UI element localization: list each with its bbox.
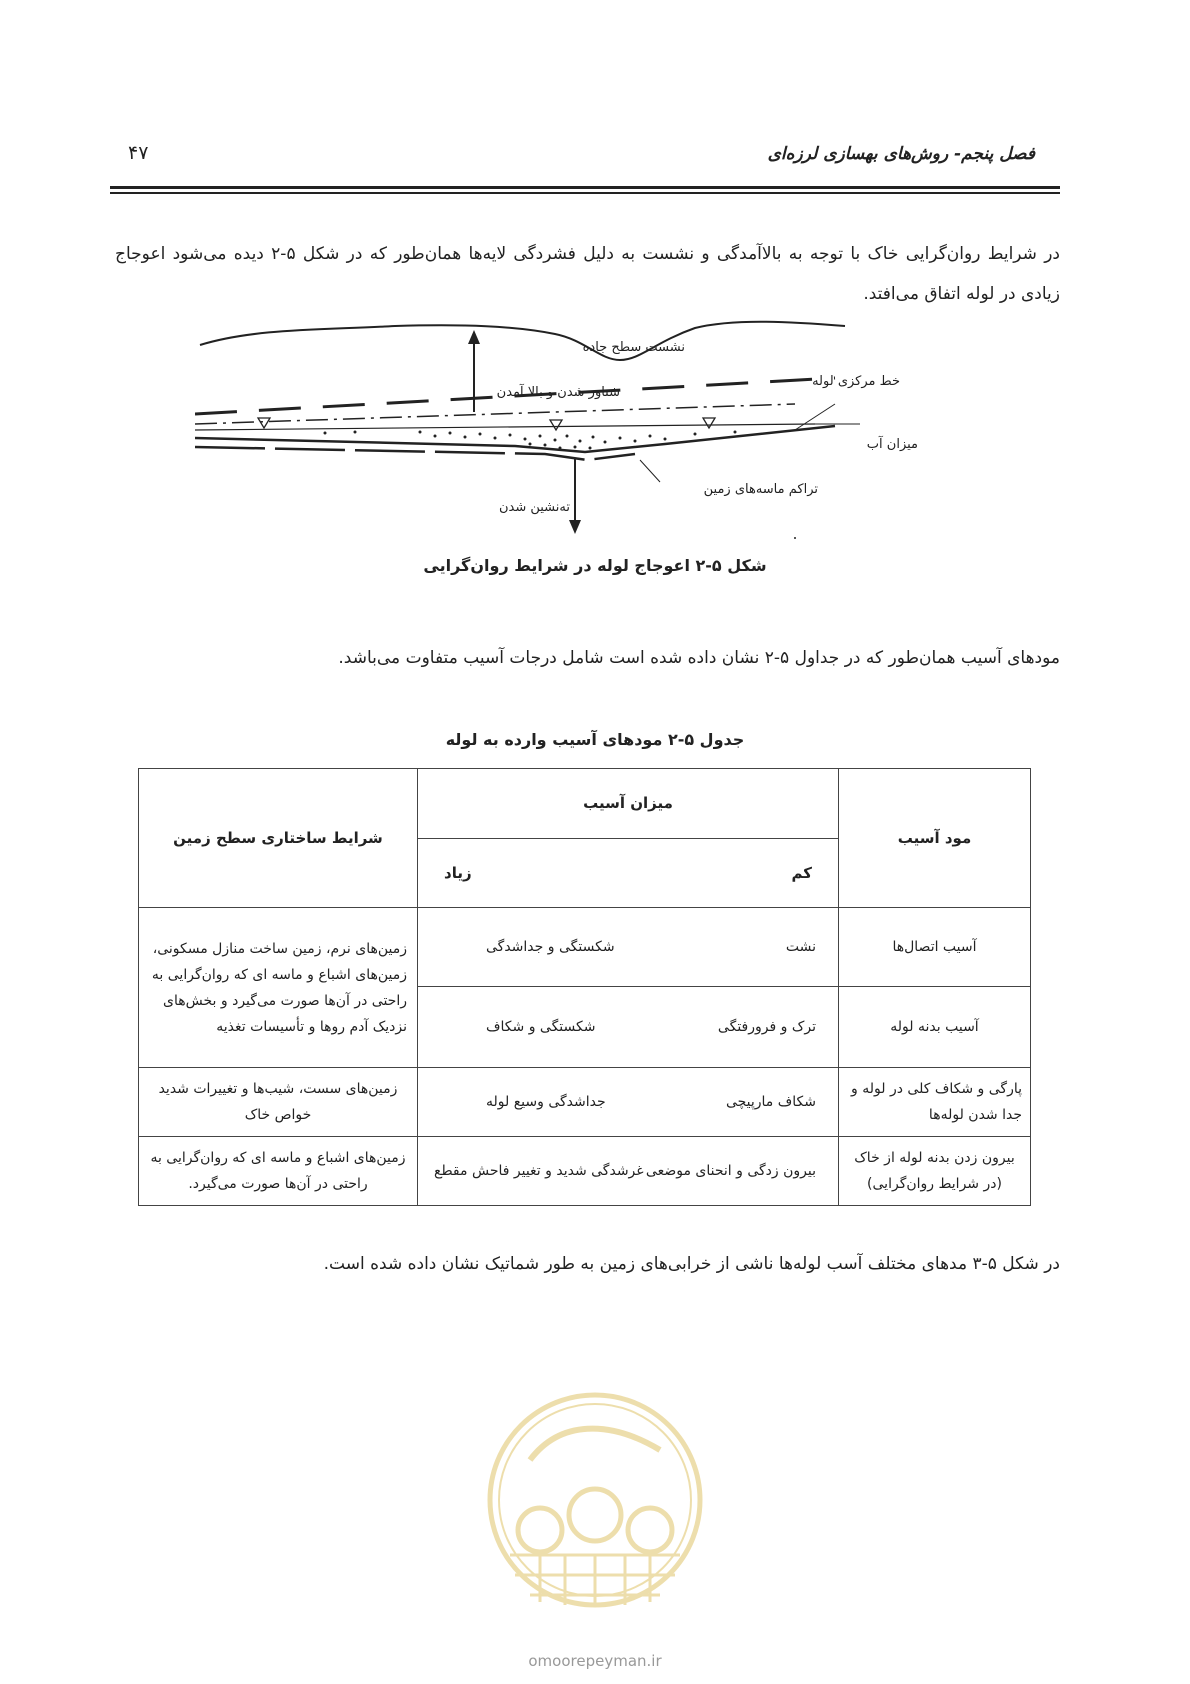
- damage-modes-table: [138, 768, 1031, 1206]
- label-sand-accumulation: تراکم ماسه‌های زمین: [703, 482, 818, 497]
- page-number: ۴۷: [128, 142, 149, 164]
- down-arrow-icon: [569, 458, 581, 534]
- label-settling: ته‌نشین شدن: [498, 500, 570, 515]
- paragraph-figure-reference: در شکل ۵-۳ مدهای مختلف آسب لوله‌ها ناشی از خرابی‌های زمین به طور شماتیک نشان داده شده است.: [323, 1254, 1060, 1274]
- watermark-logo: [470, 1380, 720, 1640]
- cell-mode: پارگی و شکاف کلی در لوله و جدا شدن لوله‌ها: [839, 1068, 1031, 1137]
- header-mode: مود آسیب: [839, 769, 1031, 908]
- leader-sand: [640, 460, 660, 482]
- cell-mode: آسیب بدنه لوله: [839, 987, 1031, 1068]
- paragraph-intro: در شرایط روان‌گرایی خاک با توجه به بالاآمدگی و نشست به دلیل فشردگی لایه‌ها همان‌طور که در شکل ۵-۲ دیده می‌شود اعوجاج زیادی در لوله اتفاق می‌افتد.: [115, 244, 1060, 304]
- chapter-title: فصل پنجم- روش‌های بهسازی لرزه‌ای: [767, 144, 1035, 164]
- figure-dot: [794, 537, 796, 539]
- header-low: کم: [791, 863, 812, 882]
- header-rule-thin: [110, 192, 1060, 194]
- gear-icon: [518, 1489, 672, 1552]
- watermark-url: omoorepeyman.ir: [528, 1652, 662, 1670]
- header-damage-level: میزان آسیب: [418, 769, 839, 839]
- label-pipe-centerline: خط مرکزی لوله: [812, 374, 900, 389]
- cell-conditions: زمین‌های اشباع و ماسه ای که روان‌گرایی به راحتی در آن‌ها صورت می‌گیرد.: [139, 1137, 418, 1206]
- table-row: [139, 1137, 1031, 1206]
- cell-mode: آسیب اتصال‌ها: [839, 908, 1031, 987]
- cell-low: بیرون زدگی و انحنای موضعی: [645, 1163, 816, 1179]
- cell-conditions: زمین‌های نرم، زمین ساخت منازل مسکونی، زمین‌های اشباع و ماسه ای که روان‌گرایی به راحتی در آن‌ها صورت می‌گیرد و بخش‌های نزدیک آدم روها و تأسیسات تغذیه: [139, 908, 418, 1068]
- cell-low: شکاف مارپیچی: [725, 1094, 816, 1110]
- header-ground-conditions: شرایط ساختاری سطح زمین: [139, 769, 418, 908]
- label-road-settlement: نشست سطح جاده: [582, 340, 685, 355]
- table-row: [139, 1068, 1031, 1137]
- label-water-level: میزان آب: [866, 437, 918, 452]
- table-header-row: [139, 769, 1031, 839]
- water-level-line: [195, 424, 815, 430]
- cell-high: غرشدگی شدید و تغییر فاحش مقطع: [434, 1163, 644, 1179]
- road-surface-line: [200, 322, 845, 360]
- figure-caption: شکل ۵-۲ اعوجاج لوله در شرایط روان‌گرایی: [423, 556, 767, 575]
- cell-low: ترک و فرورفتگی: [717, 1019, 816, 1035]
- paragraph-damage-modes: مودهای آسیب همان‌طور که در جداول ۵-۲ نشان داده شده است شامل درجات آسیب متفاوت می‌باشد.: [338, 648, 1060, 668]
- cell-high: شکستگی و جداشدگی: [486, 939, 615, 955]
- header-high: زیاد: [444, 863, 472, 882]
- cell-mode: بیرون زدن بدنه لوله از خاک (در شرایط روان‌گرایی): [839, 1137, 1031, 1206]
- table-caption: جدول ۵-۲ مودهای آسیب وارده به لوله: [445, 730, 745, 749]
- cell-low: نشت: [785, 939, 816, 955]
- pipe-bottom-dashed: [195, 447, 635, 460]
- cell-high: شکستگی و شکاف: [486, 1019, 596, 1035]
- table-row: [139, 908, 1031, 987]
- pipe-distortion-figure: [195, 320, 895, 550]
- cell-conditions: زمین‌های سست، شیب‌ها و تغییرات شدید خواص خاک: [139, 1068, 418, 1137]
- cell-high: جداشدگی وسیع لوله: [486, 1094, 606, 1110]
- header-rule-thick: [110, 186, 1060, 189]
- label-float-rise: شناور شدن و بالا آمدن: [496, 385, 620, 400]
